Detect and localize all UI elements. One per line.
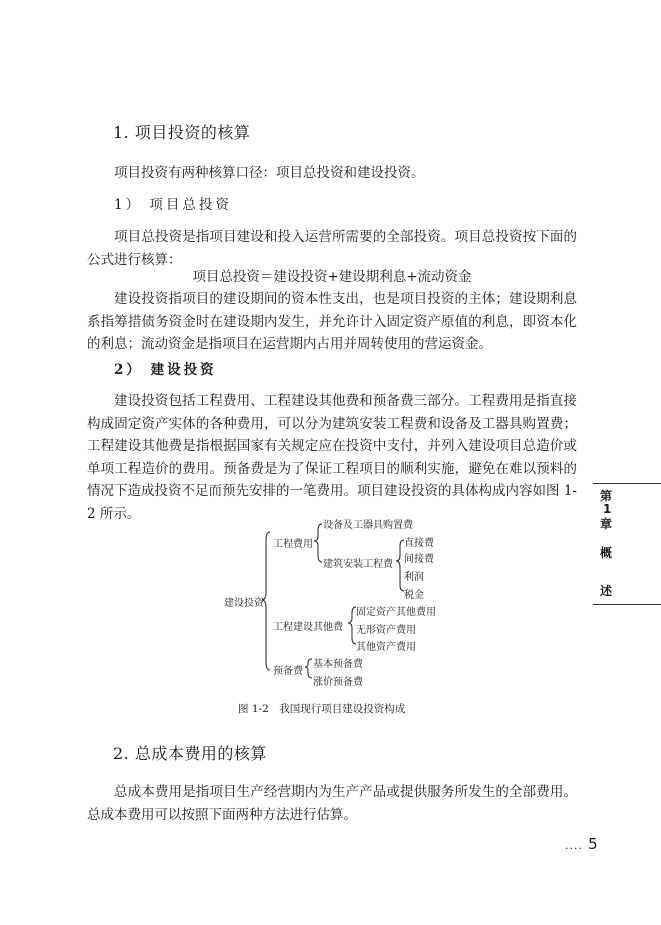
subsection-title-1: 1） 项目总投资 <box>114 197 232 213</box>
node-profit: 利润 <box>404 572 424 583</box>
node-basic-reserve: 基本预备费 <box>313 659 363 670</box>
tab-char-gai: 概 <box>600 546 613 560</box>
node-equipment: 设备及工器具购置费 <box>323 520 413 531</box>
node-fixed-other: 固定资产其他费用 <box>356 607 436 618</box>
page-marker-dots: .... <box>565 839 583 852</box>
tab-char-shu: 述 <box>600 584 613 598</box>
tab-top-rule <box>593 483 661 484</box>
paragraph-total-cost: 总成本费用是指项目生产经营期内为生产产品或提供服务所发生的全部费用。总成本费用可以按照下面两种方法进行估算。 <box>87 784 577 823</box>
section-intro: 项目投资有两种核算口径：项目总投资和建设投资。 <box>114 165 425 181</box>
node-other: 工程建设其他费 <box>273 622 343 633</box>
tab-char-num: 1 <box>603 502 612 516</box>
node-root: 建设投资 <box>224 598 264 609</box>
tab-char-zhang: 章 <box>600 517 613 531</box>
node-reserve: 预备费 <box>273 666 303 677</box>
engineering-brace <box>314 524 322 562</box>
node-tax: 税金 <box>404 590 424 601</box>
tab-char-di: 第 <box>600 489 613 503</box>
node-indirect: 间接费 <box>404 554 434 565</box>
page-number: 5 <box>588 835 598 853</box>
paragraph-investment-explained: 建设投资指项目的建设期间的资本性支出，也是项目投资的主体；建设期利息系指筹措债务资金时在建设期内发生，并允许计入固定资产原值的利息，即资本化的利息；流动资金是指项目在运营期内占用并周转使用的营运资金。 <box>87 291 577 353</box>
node-engineering: 工程费用 <box>273 539 313 550</box>
node-intangible: 无形资产费用 <box>356 625 416 636</box>
node-other-asset: 其他资产费用 <box>356 642 416 653</box>
formula: 项目总投资＝建设投资+建设期利息+流动资金 <box>192 269 472 285</box>
node-price-reserve: 涨价预备费 <box>313 677 363 688</box>
section-heading-1: 1. 项目投资的核算 <box>113 123 251 142</box>
subsection-title-2: 2） 建设投资 <box>114 362 217 378</box>
figure-caption: 图 1-2 我国现行项目建设投资构成 <box>238 703 406 715</box>
paragraph-construction-investment: 建设投资包括工程费用、工程建设其他费和预备费三部分。工程费用是指直接构成固定资产实体的各种费用，可以分为建筑安装工程费和设备及工器具购置费；工程建设其他费是指根据国家有关规定应在投资中支付，并列入建设项目总造价或单项工程造价的费用。预备费是为了保证工程项目的顺利实施，避免在难以预料的情况下造成投资不足而预先安排的一笔费用。项目建设投资的具体构成内容如图 1-2 所示。 <box>87 393 577 522</box>
node-construction: 建筑安装工程费 <box>323 559 393 570</box>
paragraph-total-investment: 项目总投资是指项目建设和投入运营所需要的全部投资。项目总投资按下面的公式进行核算： <box>87 229 577 268</box>
tab-bottom-rule <box>593 604 661 605</box>
section-heading-2: 2. 总成本费用的核算 <box>113 744 267 763</box>
node-direct: 直接费 <box>404 538 434 549</box>
reserve-brace <box>305 659 312 678</box>
other-brace <box>348 607 356 644</box>
construction-brace <box>396 540 404 591</box>
page-footer <box>565 834 598 853</box>
